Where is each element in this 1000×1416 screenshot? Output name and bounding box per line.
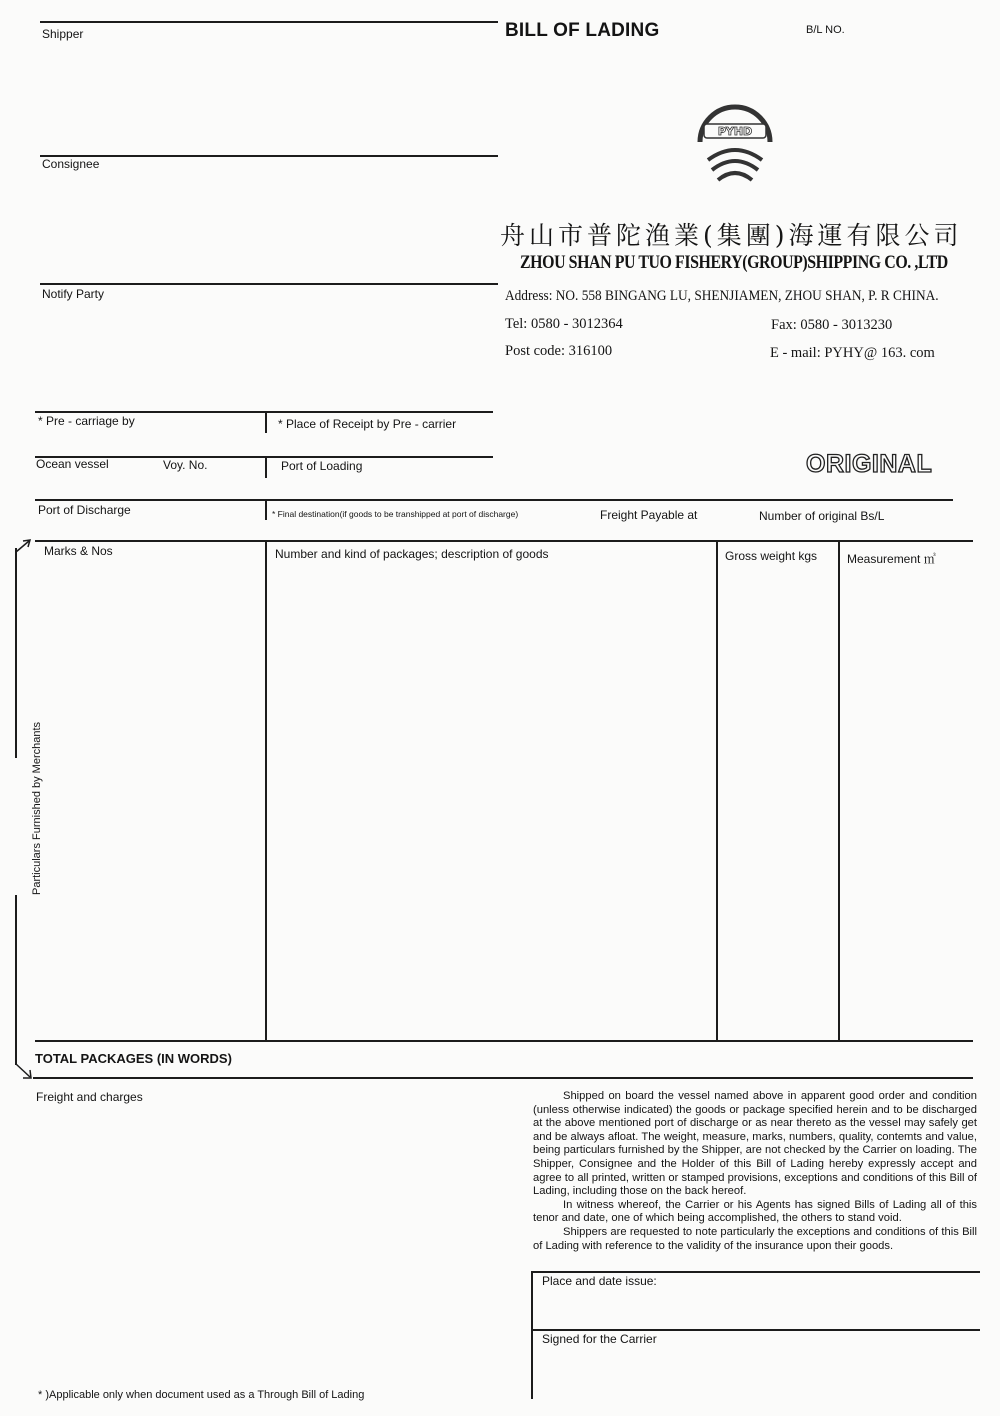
side-bracket-upper: [15, 548, 17, 758]
pre-carriage-label: * Pre - carriage by: [38, 414, 135, 428]
issue-box-divider: [531, 1329, 980, 1331]
pre-carriage-field[interactable]: [35, 430, 265, 454]
measurement-header: Measurement ㎥: [847, 552, 936, 566]
carrier-terms: [533, 1090, 977, 1253]
total-packages-field[interactable]: [250, 1046, 970, 1074]
consignee-label: Consignee: [42, 157, 100, 171]
port-of-discharge-field[interactable]: [35, 518, 265, 540]
consignee-divider: [40, 283, 498, 285]
goods-col-divider-1: [265, 541, 267, 1041]
freight-charges-label: Freight and charges: [36, 1090, 143, 1104]
marks-nos-field[interactable]: [37, 562, 263, 1038]
goods-col-divider-2: [716, 541, 718, 1041]
consignee-field[interactable]: [40, 172, 498, 280]
goods-col-divider-3: [838, 541, 840, 1041]
port-of-loading-label: Port of Loading: [281, 459, 363, 473]
shipper-label: Shipper: [42, 27, 84, 41]
company-fax: Fax: 0580 - 3013230: [771, 317, 893, 333]
final-destination-label: * Final destination(if goods to be transhipped at port of discharge): [272, 509, 519, 519]
routing-divider-3: [265, 500, 267, 520]
side-bracket-lower: [15, 895, 17, 1065]
routing-top-rule: [35, 411, 493, 413]
place-date-issue-field[interactable]: [535, 1290, 975, 1326]
terms-paragraph-3: Shippers are requested to note particularly the exceptions and conditions of this Bill of Lading with reference to the validity of the insurance upon their goods.: [533, 1225, 977, 1252]
description-field[interactable]: [268, 566, 714, 1038]
bl-no-label: B/L NO.: [806, 24, 845, 36]
gross-weight-header: Gross weight kgs: [725, 549, 818, 563]
signed-for-carrier-label: Signed for the Carrier: [542, 1332, 657, 1346]
arrow-up-icon: [13, 538, 33, 554]
measurement-field[interactable]: [841, 568, 971, 1038]
port-of-discharge-label: Port of Discharge: [38, 503, 131, 517]
carrier-signature-field[interactable]: [535, 1348, 975, 1398]
description-header: Number and kind of packages; description of goods: [275, 547, 549, 561]
ocean-vessel-label: Ocean vessel: [36, 457, 109, 471]
routing-rule-3: [35, 499, 953, 501]
company-tel: Tel: 0580 - 3012364: [505, 316, 623, 332]
issue-box-left: [531, 1271, 533, 1399]
number-of-originals-label: Number of original Bs/L: [759, 509, 885, 523]
total-packages-label: TOTAL PACKAGES (IN WORDS): [35, 1051, 232, 1066]
freight-charges-field[interactable]: [35, 1106, 515, 1376]
particulars-side-label: Particulars Furnished by Merchants: [31, 721, 43, 895]
port-of-loading-field[interactable]: [267, 474, 493, 498]
company-logo: [690, 100, 780, 190]
through-bl-footnote: * )Applicable only when document used as a Through Bill of Lading: [38, 1389, 365, 1401]
logo-text: PYHD: [717, 125, 753, 138]
notify-party-label: Notify Party: [42, 287, 105, 301]
place-of-receipt-label: * Place of Receipt by Pre - carrier: [278, 417, 457, 431]
place-date-issue-label: Place and date issue:: [542, 1274, 657, 1288]
company-email: E - mail: PYHY@ 163. com: [770, 345, 935, 361]
place-of-receipt-field[interactable]: [267, 430, 493, 454]
terms-paragraph-1: Shipped on board the vessel named above in apparent good order and condition (unless otherwise indicated) the goods or package specified herein and to be discharged at the above mentioned port of discharge or as near thereto as the vessel may safely get and be always afloat. The weight, measure, marks, numbers, quality, contemts and value, being particulars furnished by the Shipper, are not checked by the Carrier on loading. The Shipper, Consignee and the Holder of this Bill of Lading hereby expressly accept and agree to all printed, written or stamped provisions, exceptions and conditions of this Bill of Lading, including those on the back hereof.: [533, 1090, 977, 1198]
terms-paragraph-2: In witness whereof, the Carrier or his Agents has signed Bills of Lading all of this tenor and date, one of which being accomplished, the others to stand void.: [533, 1198, 977, 1225]
document-title: BILL OF LADING: [505, 20, 660, 41]
voy-no-label: Voy. No.: [163, 458, 208, 472]
original-stamp: ORIGINAL: [806, 450, 933, 478]
goods-table-bottom: [35, 1040, 973, 1042]
arrow-down-icon: [13, 1062, 35, 1080]
shipper-divider: [40, 155, 498, 157]
freight-payable-label: Freight Payable at: [600, 508, 698, 522]
goods-table-top: [35, 540, 973, 542]
notify-party-field[interactable]: [40, 302, 498, 408]
issue-box-top: [531, 1271, 980, 1273]
total-packages-rule: [33, 1077, 973, 1079]
gross-weight-field[interactable]: [719, 568, 836, 1038]
company-name-chinese: 舟山市普陀渔業(集團)海運有限公司: [500, 221, 963, 250]
company-name-english: ZHOU SHAN PU TUO FISHERY(GROUP)SHIPPING CO. ,LTD: [520, 253, 948, 273]
company-address: Address: NO. 558 BINGANG LU, SHENJIAMEN, ZHOU SHAN, P. R CHINA.: [505, 288, 939, 304]
company-post-code: Post code: 316100: [505, 343, 613, 359]
ocean-vessel-field[interactable]: [35, 474, 265, 498]
marks-nos-header: Marks & Nos: [44, 544, 113, 558]
